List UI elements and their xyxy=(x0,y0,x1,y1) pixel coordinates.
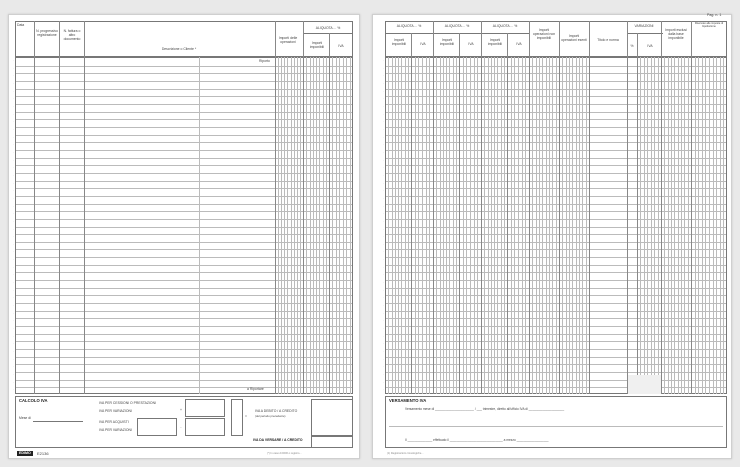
row-number: · xyxy=(383,80,384,85)
digit-column-line xyxy=(501,57,502,394)
row-number: · xyxy=(13,257,14,262)
digit-column-line xyxy=(562,57,563,394)
digit-column-line xyxy=(395,57,396,394)
digit-column-line xyxy=(350,57,351,394)
calc-box-4[interactable] xyxy=(231,399,243,436)
digit-column-line xyxy=(658,57,659,394)
row-number: · xyxy=(13,188,14,193)
row-number: · xyxy=(383,318,384,323)
digit-column-line xyxy=(681,57,682,394)
digit-column-line xyxy=(514,57,515,394)
row-number: · xyxy=(383,287,384,292)
digit-column-line xyxy=(552,57,553,394)
aliquota1-header: ALIQUOTA ... % xyxy=(396,24,422,28)
aliquota-header: ALIQUOTA ... % xyxy=(315,26,341,30)
non-taxable-header: Importi operazioni non imponibili xyxy=(532,28,556,40)
row-number: · xyxy=(13,149,14,154)
row-number: · xyxy=(383,249,384,254)
var-iva-header: IVA xyxy=(647,44,653,48)
digit-column-line xyxy=(346,57,347,394)
da-versare-label: IVA DA VERSARE / A CREDITO xyxy=(253,438,303,442)
digit-column-line xyxy=(572,57,573,394)
debito-sub-label: (del periodo precedente) xyxy=(255,414,286,418)
row-number: · xyxy=(383,96,384,101)
digit-column-line xyxy=(518,57,519,394)
digit-column-line xyxy=(705,57,706,394)
row-number: · xyxy=(383,65,384,70)
row-number: · xyxy=(13,356,14,361)
digit-column-line xyxy=(278,57,279,394)
carry-out-label: a Riportare xyxy=(247,387,264,391)
digit-column-line xyxy=(316,57,317,394)
row-number: · xyxy=(13,318,14,323)
versamento-line1: Versamento mese di ______________________ / ___ trimestre, diretto all'ufficio IVA di ____________________ xyxy=(405,407,565,411)
digit-column-line xyxy=(388,57,389,394)
row-number: · xyxy=(383,257,384,262)
digit-column-line xyxy=(702,57,703,394)
invoice-header: N. fattura o altro documento xyxy=(63,29,81,41)
digit-column-line xyxy=(343,57,344,394)
digit-column-line xyxy=(339,57,340,394)
row-number: · xyxy=(383,349,384,354)
iva-acquisti-label: IVA PER ACQUISTI xyxy=(99,420,129,424)
digit-column-line xyxy=(300,57,301,394)
digit-column-line xyxy=(579,57,580,394)
row-number: · xyxy=(383,165,384,170)
digit-column-line xyxy=(336,57,337,394)
row-number: · xyxy=(383,303,384,308)
row-number: · xyxy=(13,180,14,185)
date-header: Data xyxy=(17,23,25,27)
digit-column-line xyxy=(532,57,533,394)
calc-box-2[interactable] xyxy=(185,399,225,417)
digit-column-line xyxy=(695,57,696,394)
calc-title: CALCOLO IVA xyxy=(19,398,48,403)
right-register-page xyxy=(372,14,732,459)
digit-column-line xyxy=(671,57,672,394)
digit-column-line xyxy=(644,57,645,394)
row-number: · xyxy=(13,165,14,170)
digit-column-line xyxy=(287,57,288,394)
row-number: · xyxy=(13,372,14,377)
aliquota3-header: ALIQUOTA ... % xyxy=(492,24,518,28)
variazioni-header: VARIAZIONI xyxy=(634,24,654,28)
var-pct-header: % xyxy=(630,44,634,48)
row-number: · xyxy=(383,218,384,223)
digit-column-line xyxy=(582,57,583,394)
row-number: · xyxy=(13,88,14,93)
digit-column-line xyxy=(576,57,577,394)
page-number: Pag. n. 1 xyxy=(707,13,722,17)
digit-column-line xyxy=(556,57,557,394)
row-number: · xyxy=(383,372,384,377)
row-number: · xyxy=(383,142,384,147)
row-number: · xyxy=(383,58,384,62)
digit-column-line xyxy=(449,57,450,394)
digit-column-line xyxy=(408,57,409,394)
month-label: Mese di xyxy=(19,416,31,420)
digit-column-line xyxy=(651,57,652,394)
row-number: · xyxy=(13,203,14,208)
digit-column-line xyxy=(323,57,324,394)
row-number: · xyxy=(13,249,14,254)
digit-column-line xyxy=(405,57,406,394)
row-number: · xyxy=(383,241,384,246)
iva3-header: IVA xyxy=(516,42,522,46)
exempt-header: Importi operazioni esenti xyxy=(561,34,587,42)
digit-column-line xyxy=(281,57,282,394)
row-number: · xyxy=(13,96,14,101)
digit-column-line xyxy=(491,57,492,394)
digit-column-line xyxy=(326,57,327,394)
digit-column-line xyxy=(511,57,512,394)
digit-column-line xyxy=(426,57,427,394)
digit-column-line xyxy=(546,57,547,394)
row-number: · xyxy=(383,157,384,162)
digit-column-line xyxy=(684,57,685,394)
digit-column-line xyxy=(678,57,679,394)
row-number: · xyxy=(383,149,384,154)
minus-sign: - xyxy=(180,425,182,429)
digit-column-line xyxy=(284,57,285,394)
row-number: · xyxy=(13,349,14,354)
plus-sign: + xyxy=(180,408,182,412)
digit-column-line xyxy=(688,57,689,394)
row-number: · xyxy=(13,333,14,338)
progressive-header: N. progressivo registrazione xyxy=(36,29,58,37)
taxable1-header: Importi imponibili xyxy=(391,38,407,46)
row-number: · xyxy=(383,280,384,285)
digit-column-line xyxy=(474,57,475,394)
row-number: · xyxy=(383,103,384,108)
calc-box-6[interactable] xyxy=(311,436,353,448)
row-number: · xyxy=(383,379,384,384)
digit-column-line xyxy=(436,57,437,394)
row-number: · xyxy=(13,80,14,85)
row-number: · xyxy=(13,241,14,246)
row-number: · xyxy=(13,387,14,392)
row-number: · xyxy=(13,134,14,139)
row-number: · xyxy=(383,119,384,124)
form-code: E2136 xyxy=(37,451,49,456)
row-number: · xyxy=(13,341,14,346)
row-number: · xyxy=(13,364,14,369)
digit-column-line xyxy=(463,57,464,394)
row-number: · xyxy=(13,379,14,384)
versamento-title: VERSAMENTO IVA xyxy=(389,398,427,403)
digit-column-line xyxy=(484,57,485,394)
digit-column-line xyxy=(640,57,641,394)
row-number: · xyxy=(383,356,384,361)
iva2-header: IVA xyxy=(468,42,474,46)
digit-column-line xyxy=(440,57,441,394)
row-number: · xyxy=(13,326,14,331)
row-number: · xyxy=(13,295,14,300)
digit-column-line xyxy=(443,57,444,394)
row-number: · xyxy=(13,119,14,124)
row-number: · xyxy=(13,172,14,177)
digit-column-line xyxy=(539,57,540,394)
row-number: · xyxy=(383,364,384,369)
row-number: · xyxy=(383,211,384,216)
carry-in-label: Riporto xyxy=(259,59,270,63)
row-number: · xyxy=(13,218,14,223)
row-number: · xyxy=(383,234,384,239)
row-number: · xyxy=(383,387,384,392)
row-number: · xyxy=(383,203,384,208)
digit-column-line xyxy=(654,57,655,394)
digit-column-line xyxy=(522,57,523,394)
row-number: · xyxy=(13,287,14,292)
digit-column-line xyxy=(713,57,714,394)
digit-column-line xyxy=(586,57,587,394)
row-number: · xyxy=(13,272,14,277)
left-register-page xyxy=(8,14,360,459)
row-number: · xyxy=(383,180,384,185)
shaded-column xyxy=(628,375,661,394)
row-number: · xyxy=(383,126,384,131)
digit-column-line xyxy=(504,57,505,394)
digit-column-line xyxy=(668,57,669,394)
digit-column-line xyxy=(525,57,526,394)
aliquota2-header: ALIQUOTA ... % xyxy=(444,24,470,28)
row-number: · xyxy=(13,195,14,200)
calc-box-3[interactable] xyxy=(185,418,225,436)
row-number: · xyxy=(13,226,14,231)
brand-logo: EDIMO xyxy=(19,451,31,455)
digit-column-line xyxy=(716,57,717,394)
calc-box-1[interactable] xyxy=(137,418,177,436)
row-number: · xyxy=(13,234,14,239)
row-number: · xyxy=(383,333,384,338)
digit-column-line xyxy=(453,57,454,394)
row-number: · xyxy=(13,264,14,269)
row-number: · xyxy=(383,195,384,200)
iva-cessioni-label: IVA PER CESSIONI O PRESTAZIONI xyxy=(99,401,156,405)
digit-column-line xyxy=(456,57,457,394)
digit-column-line xyxy=(313,57,314,394)
right-footnote: (1) Registrazioni cronologiche... xyxy=(387,452,424,455)
row-number: · xyxy=(383,341,384,346)
excluded-header: Importi esclusi dalla base imponibile xyxy=(665,28,687,40)
digit-column-line xyxy=(418,57,419,394)
row-number: · xyxy=(383,188,384,193)
digit-column-line xyxy=(569,57,570,394)
row-number: · xyxy=(13,126,14,131)
row-number: · xyxy=(13,310,14,315)
digit-column-line xyxy=(549,57,550,394)
digit-column-line xyxy=(542,57,543,394)
extra-header: Riservato alle imposte di liquidazione xyxy=(694,22,724,28)
digit-column-line xyxy=(494,57,495,394)
digit-column-line xyxy=(664,57,665,394)
taxable2-header: Importi imponibili xyxy=(439,38,455,46)
digit-column-line xyxy=(401,57,402,394)
digit-column-line xyxy=(488,57,489,394)
equals-sign: = xyxy=(245,414,247,418)
row-number: · xyxy=(383,310,384,315)
row-number: · xyxy=(383,264,384,269)
digit-column-line xyxy=(674,57,675,394)
row-number: · xyxy=(383,134,384,139)
left-footnote: (*) In caso di DDR o registro... xyxy=(267,452,302,455)
digit-column-line xyxy=(698,57,699,394)
row-number: · xyxy=(13,142,14,147)
digit-column-line xyxy=(497,57,498,394)
row-number: · xyxy=(13,73,14,78)
digit-column-line xyxy=(392,57,393,394)
digit-column-line xyxy=(291,57,292,394)
row-number: · xyxy=(383,88,384,93)
row-number: · xyxy=(383,295,384,300)
digit-column-line xyxy=(566,57,567,394)
titolo-header: Titolo e norma xyxy=(597,38,619,42)
row-number: · xyxy=(13,103,14,108)
row-number: · xyxy=(13,303,14,308)
digit-column-line xyxy=(470,57,471,394)
row-number: · xyxy=(13,58,14,62)
digit-column-line xyxy=(332,57,333,394)
digit-column-line xyxy=(294,57,295,394)
digit-column-line xyxy=(319,57,320,394)
digit-column-line xyxy=(709,57,710,394)
digit-column-line xyxy=(723,57,724,394)
iva-variazioni2-label: IVA PER VARIAZIONI xyxy=(99,428,132,432)
row-number: · xyxy=(383,272,384,277)
row-number: · xyxy=(383,111,384,116)
taxable-header: Importi imponibili xyxy=(309,41,325,49)
debito-credito-label: IVA A DEBITO / A CREDITO xyxy=(255,409,298,413)
row-number: · xyxy=(13,65,14,70)
amount-header: Importi delle operazioni xyxy=(278,36,298,44)
row-number: · xyxy=(383,172,384,177)
digit-column-line xyxy=(720,57,721,394)
digit-column-line xyxy=(297,57,298,394)
digit-column-line xyxy=(310,57,311,394)
digit-column-line xyxy=(429,57,430,394)
row-number: · xyxy=(13,280,14,285)
row-number: · xyxy=(383,73,384,78)
digit-column-line xyxy=(446,57,447,394)
row-number: · xyxy=(13,157,14,162)
digit-column-line xyxy=(647,57,648,394)
taxable3-header: Importi imponibili xyxy=(487,38,503,46)
digit-column-line xyxy=(306,57,307,394)
row-number: · xyxy=(383,226,384,231)
digit-column-line xyxy=(415,57,416,394)
digit-column-line xyxy=(536,57,537,394)
row-number: · xyxy=(383,326,384,331)
iva-variazioni-label: IVA PER VARIAZIONI xyxy=(99,409,132,413)
row-number: · xyxy=(13,111,14,116)
calc-box-5[interactable] xyxy=(311,399,353,436)
digit-column-line xyxy=(477,57,478,394)
iva1-header: IVA xyxy=(420,42,426,46)
versamento-line2: Il ______________ effettuato il ______________________________ a mezzo __________________ xyxy=(405,438,549,442)
description-header: Descrizione o Cliente * xyxy=(161,47,197,51)
iva-header: IVA xyxy=(338,44,344,48)
digit-column-line xyxy=(466,57,467,394)
digit-column-line xyxy=(398,57,399,394)
row-number: · xyxy=(13,211,14,216)
digit-column-line xyxy=(422,57,423,394)
